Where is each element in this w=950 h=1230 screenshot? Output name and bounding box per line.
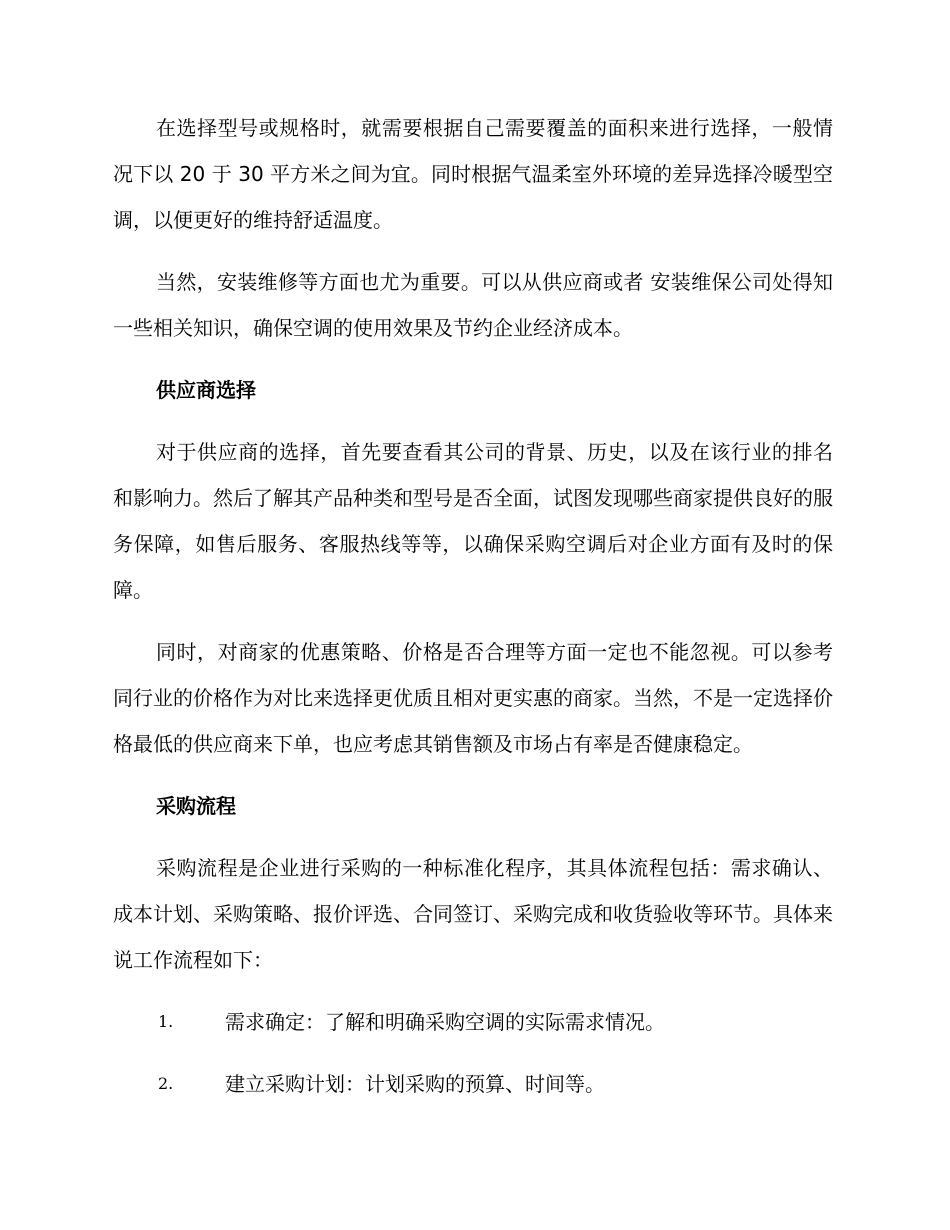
paragraph-installation: 当然，安装维修等方面也尤为重要。可以从供应商或者 安装维保公司处得知一些相关知识，确保空调的使用效果及节约企业经济成本。 xyxy=(113,270,833,340)
heading-procurement-process: 采购流程 xyxy=(156,794,236,818)
paragraph-procurement-intro: 采购流程是企业进行采购的一种标准化程序，其具体流程包括：需求确认、成本计划、采购策略、报价评选、合同签订、采购完成和收货验收等环节。具体来说工作流程如下： xyxy=(113,856,833,972)
paragraph-supplier-pricing: 同时，对商家的优惠策略、价格是否合理等方面一定也不能忽视。可以参考同行业的价格作为对比来选择更优质且相对更实惠的商家。当然，不是一定选择价格最低的供应商来下单，也应考虑其销售额及市场占有率是否健康稳定。 xyxy=(113,640,833,756)
list-text: 需求确定：了解和明确采购空调的实际需求情况。 xyxy=(225,1010,665,1034)
paragraph-model-selection: 在选择型号或规格时，就需要根据自己需要覆盖的面积来进行选择，一般情况下以 20 于 30 平方米之间为宜。同时根据气温柔室外环境的差异选择冷暖型空调，以便更好的维持舒适温度。 xyxy=(113,116,833,232)
list-number: 1. xyxy=(158,1012,174,1031)
document-page xyxy=(113,105,833,1107)
list-item xyxy=(113,1061,833,1107)
list-number: 2. xyxy=(158,1074,174,1093)
list-item xyxy=(113,999,833,1045)
list-text: 建立采购计划：计划采购的预算、时间等。 xyxy=(225,1072,605,1096)
paragraph-supplier-background: 对于供应商的选择，首先要查看其公司的背景、历史，以及在该行业的排名和影响力。然后了解其产品种类和型号是否全面，试图发现哪些商家提供良好的服务保障，如售后服务、客服热线等等，以确保采购空调后对企业方面有及时的保障。 xyxy=(113,440,833,602)
heading-supplier-selection: 供应商选择 xyxy=(156,378,256,402)
